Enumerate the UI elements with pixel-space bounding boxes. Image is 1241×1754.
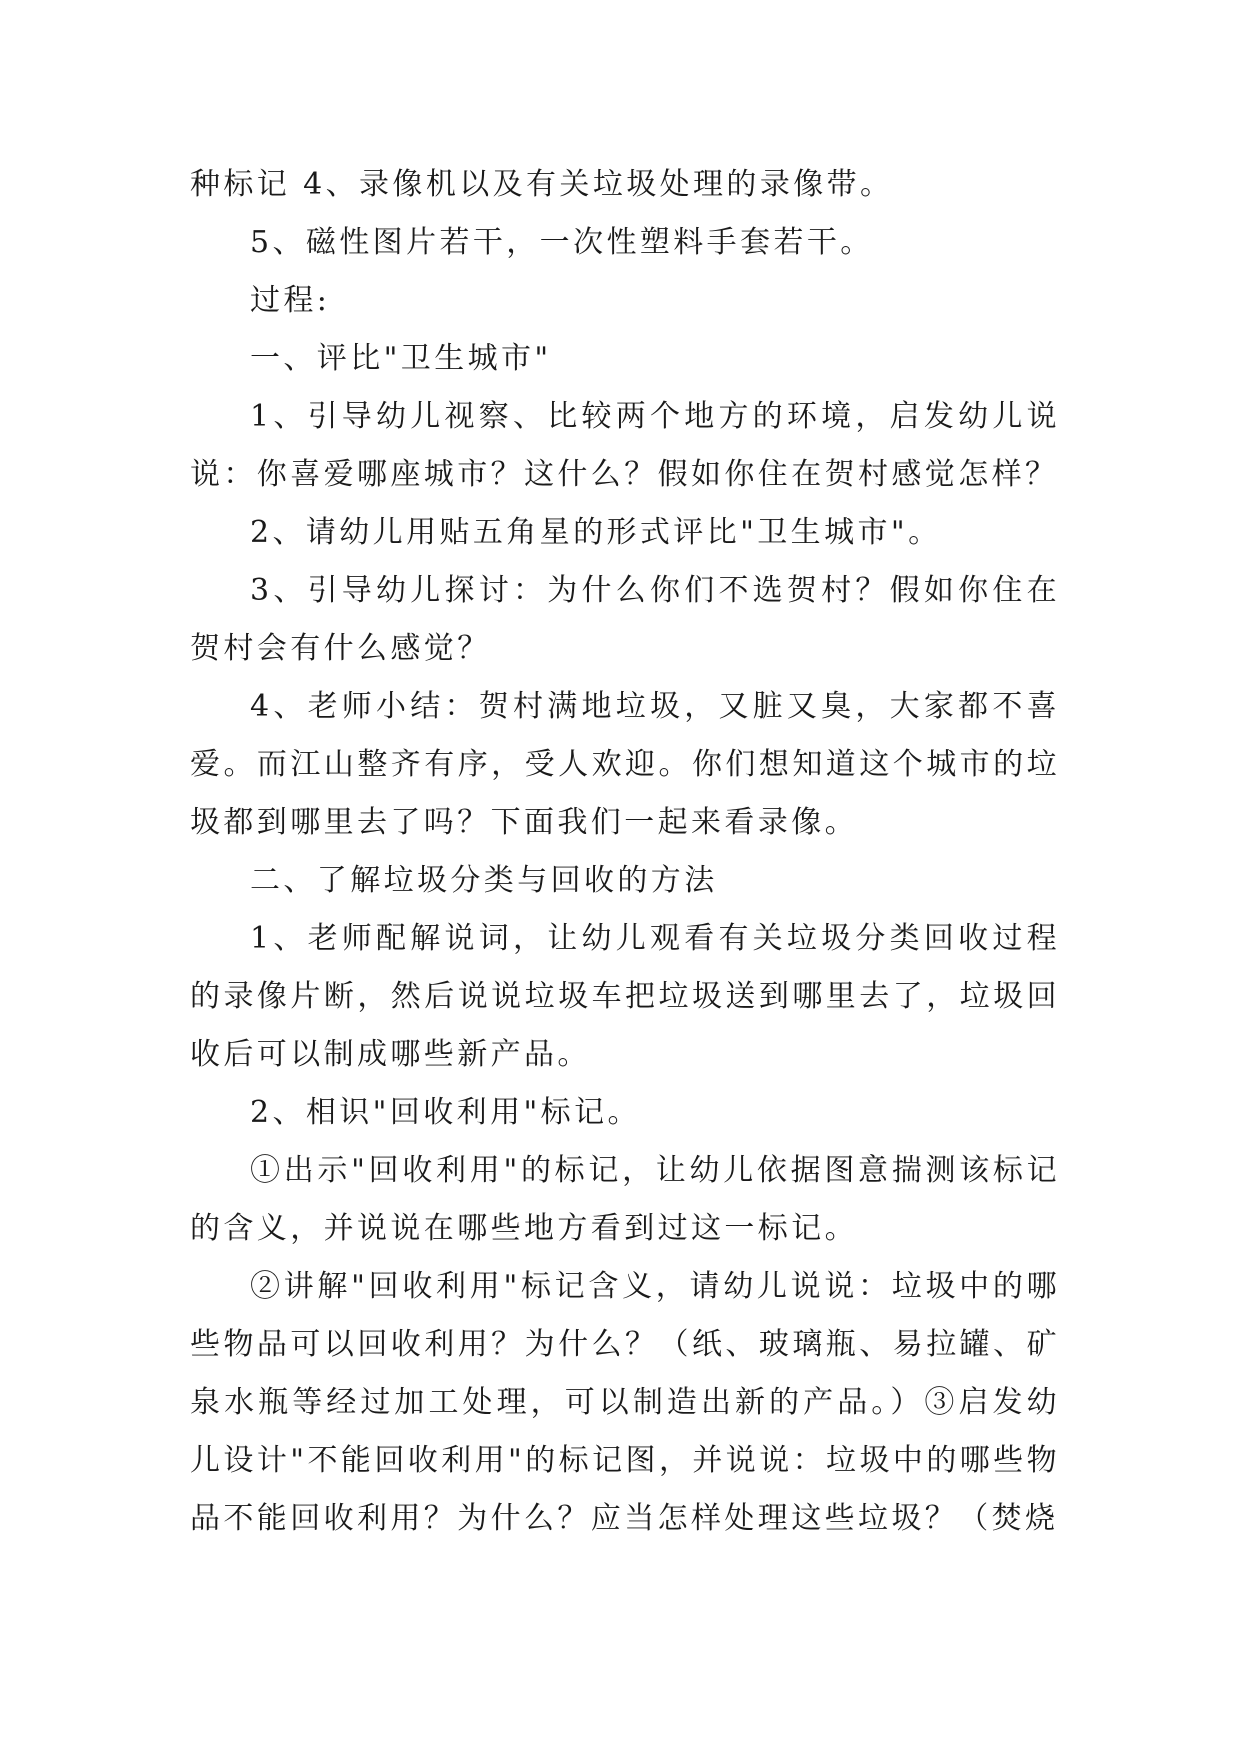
section-heading-1: 一、评比"卫生城市" [250, 341, 552, 376]
paragraph-materials-continued: 种标记 4、录像机以及有关垃圾处理的录像带。 [190, 167, 894, 202]
section-heading-process: 过程: [250, 283, 331, 318]
paragraph-1-4: 4、老师小结：贺村满地垃圾，又脏又臭，大家都不喜爱。而江山整齐有序，受人欢迎。你们想知道这个城市的垃圾都到哪里去了吗？下面我们一起来看录像。 [190, 689, 1060, 840]
section-heading-2: 二、了解垃圾分类与回收的方法 [250, 863, 718, 898]
paragraph-1-1: 1、引导幼儿视察、比较两个地方的环境，启发幼儿说说：你喜爱哪座城市？这什么？假如你住在贺村感觉怎样？ [190, 399, 1060, 492]
paragraph-1-2: 2、请幼儿用贴五角星的形式评比"卫生城市"。 [250, 515, 942, 550]
paragraph-materials-5: 5、磁性图片若干，一次性塑料手套若干。 [250, 225, 874, 260]
paragraph-2-2-b: ②讲解"回收利用"标记含义，请幼儿说说：垃圾中的哪些物品可以回收利用？为什么？（纸、玻璃瓶、易拉罐、矿泉水瓶等经过加工处理，可以制造出新的产品。）③启发幼儿设计"不能回收利用"的标记图，并说说：垃圾中的哪些物品不能回收利用？为什么？应当怎样处理这些垃圾？（焚烧 [190, 1269, 1060, 1536]
paragraph-2-2: 2、相识"回收利用"标记。 [250, 1095, 641, 1130]
body-text [190, 156, 1060, 1548]
paragraph-2-2-a: ①出示"回收利用"的标记，让幼儿依据图意揣测该标记的含义，并说说在哪些地方看到过这一标记。 [190, 1153, 1060, 1246]
paragraph-1-3: 3、引导幼儿探讨：为什么你们不选贺村？假如你住在贺村会有什么感觉？ [190, 573, 1060, 666]
paragraph-2-1: 1、老师配解说词，让幼儿观看有关垃圾分类回收过程的录像片断，然后说说垃圾车把垃圾送到哪里去了，垃圾回收后可以制成哪些新产品。 [190, 921, 1060, 1072]
